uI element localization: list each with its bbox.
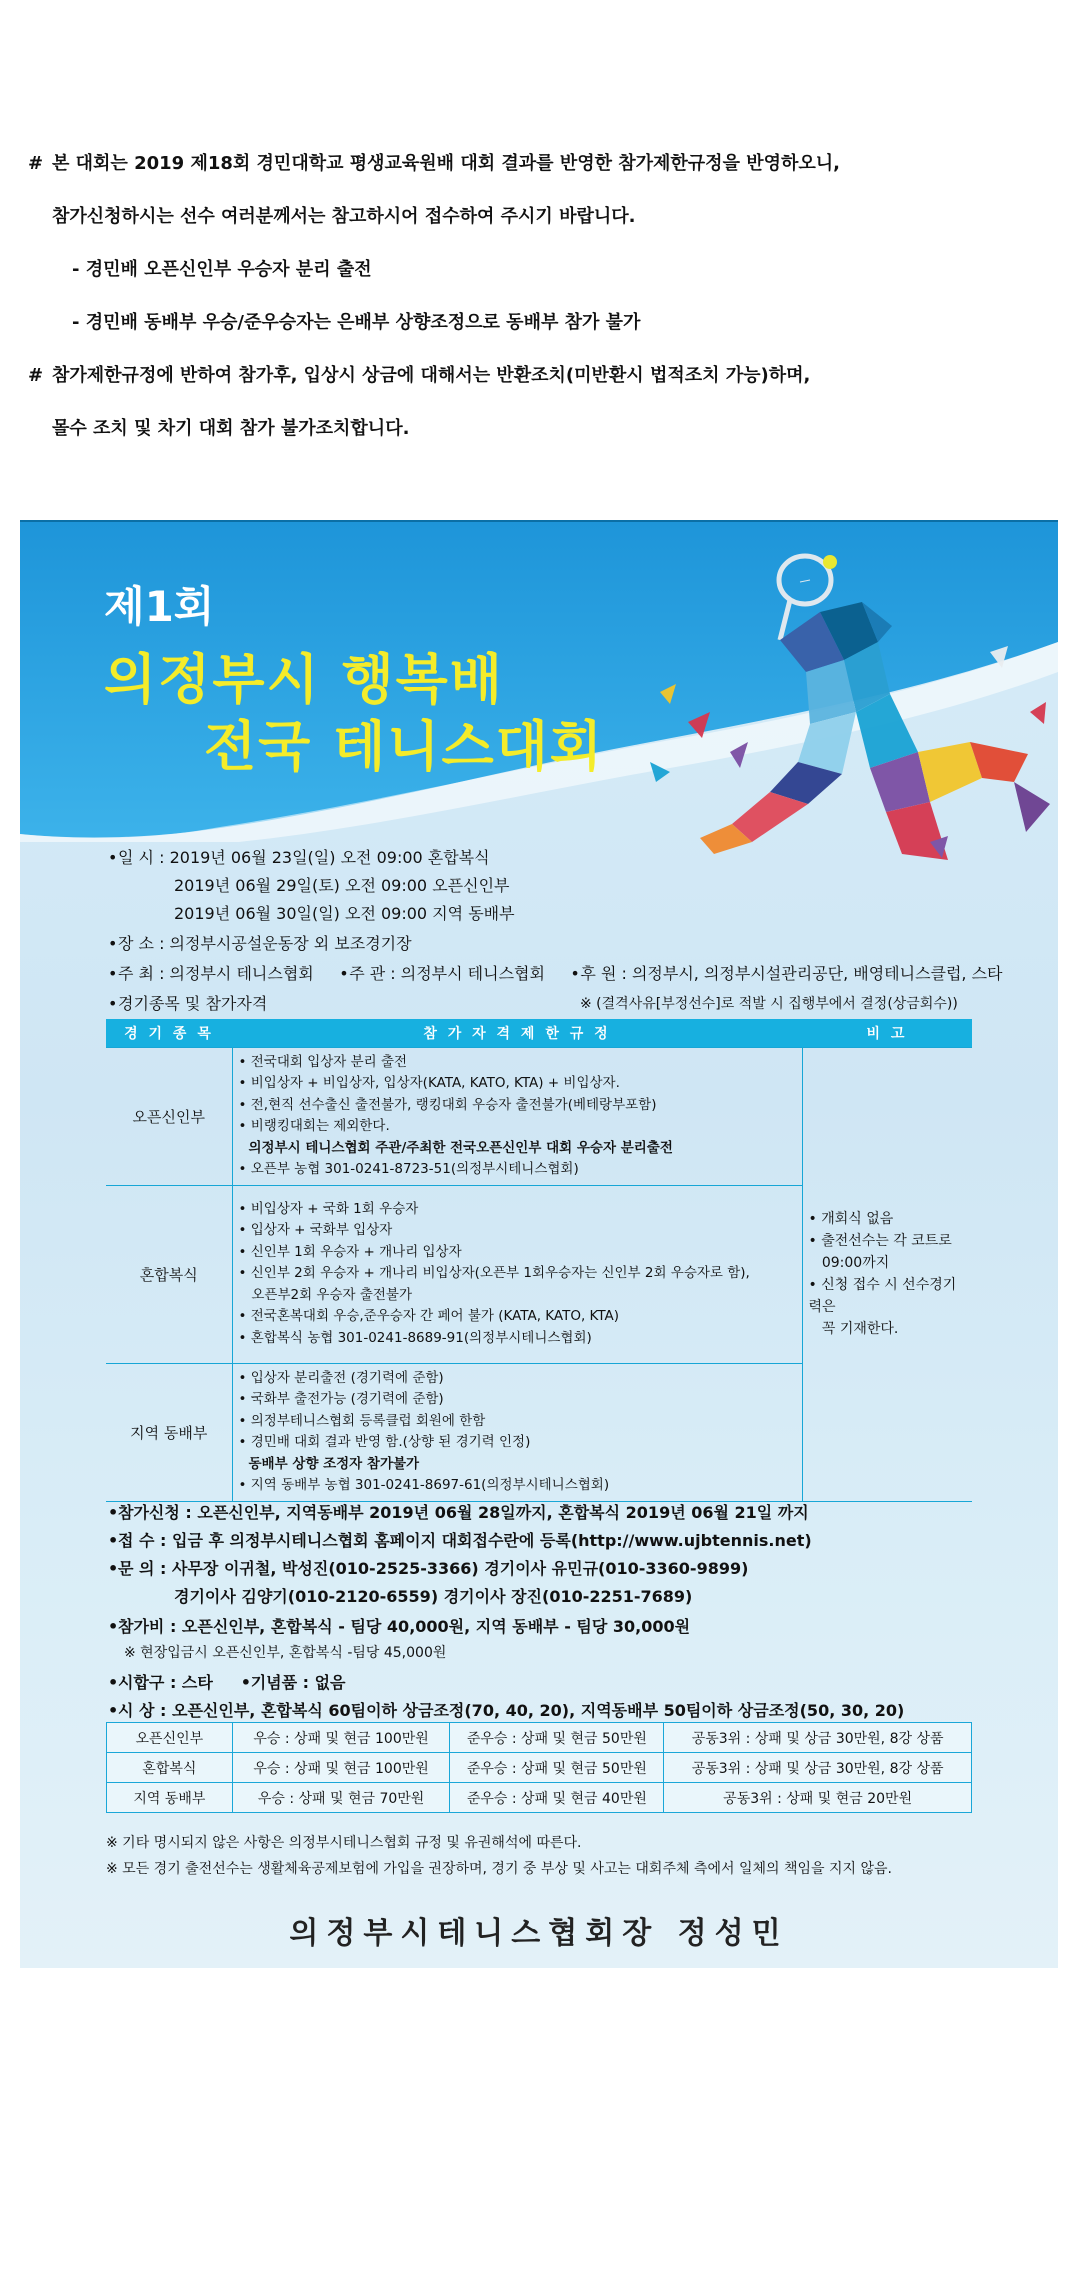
poster-title-round: 제1회 [104, 582, 215, 631]
host-line: •주 최 : 의정부시 테니스협회 •주 관 : 의정부시 테니스협회 •후 원 : 의정부시, 의정부시설관리공단, 배영테니스클럽, 스타 [108, 964, 1003, 983]
entry-fee-note: ※ 현장입금시 오픈신인부, 혼합복식 -팀당 45,000원 [124, 1645, 447, 1661]
table-row: 혼합복식 우승 : 상패 및 현금 100만원 준우승 : 상패 및 현금 50만원 공동3위 : 상패 및 상금 30만원, 8강 상품 [107, 1753, 972, 1783]
remarks-cell: • 개회식 없음 • 출전선수는 각 코트로 09:00까지 • 신청 접수 시 선수경기력은 꼭 기재한다. [802, 1047, 972, 1501]
table-row: 지역 동배부 우승 : 상패 및 현금 70만원 준우승 : 상패 및 현금 40만원 공동3위 : 상패 및 현금 20만원 [107, 1783, 972, 1813]
association-president: 의정부시테니스협회장 정성민 [289, 1916, 789, 1951]
rules-local-bronze: • 입상자 분리출전 (경기력에 준함) • 국화부 출전가능 (경기력에 준함) • 의정부테니스협회 등록클럽 회원에 한함 • 경민배 대회 결과 반영 함.(상향 된 경기력 인정) 동배부 상향 조정자 참가불가 • 지역 동배부 농협 301-0241-8697-61(의정부시테니스협회) [232, 1363, 802, 1501]
qualification-table [106, 1019, 972, 1502]
prize-line: •시 상 : 오픈신인부, 혼합복식 60팀이하 상금조정(70, 40, 20), 지역동배부 50팀이하 상금조정(50, 30, 20) [108, 1701, 905, 1720]
notice-line-1: # 본 대회는 2019 제18회 경민대학교 평생교육원배 대회 결과를 반영한 참가제한규정을 반영하오니, [28, 153, 841, 174]
events-note: ※ (결격사유[부정선수]로 적발 시 집행부에서 결정(상금회수)) [580, 996, 958, 1012]
category-mixed-doubles: 혼합복식 [106, 1185, 232, 1363]
table-row [106, 1047, 972, 1185]
tennis-player-illustration [630, 542, 1058, 902]
footnote-1: ※ 기타 명시되지 않은 사항은 의정부시테니스협회 규정 및 유권해석에 따른다. [106, 1835, 582, 1851]
rules-open-rookie: • 전국대회 입상자 분리 출전 • 비입상자 + 비입상자, 입상자(KATA, KATO, KTA) + 비입상자. • 전,현직 선수출신 출전불가, 랭킹대회 우승자 출전불가(베테랑부포함) • 비랭킹대회는 제외한다. 의정부시 테니스협회 주관/주최한 전국오픈신인부 대회 우승자 분리출전 • 오픈부 농협 301-0241-8723-51(의정부시테니스협회) [232, 1047, 802, 1185]
reception-info: •접 수 : 입금 후 의정부시테니스협회 홈페이지 대회접수란에 등록(http://www.ujbtennis.net) [108, 1531, 812, 1550]
contact-line-2: 경기이사 김양기(010-2120-6559) 경기이사 장진(010-2251-7689) [174, 1587, 693, 1606]
notice [28, 152, 1048, 470]
venue: •장 소 : 의정부시공설운동장 외 보조경기장 [108, 934, 412, 953]
notice-line-6: 몰수 조치 및 차기 대회 참가 불가조치합니다. [52, 418, 410, 439]
contact-line-1: •문 의 : 사무장 이귀철, 박성진(010-2525-3366) 경기이사 유민규(010-3360-9899) [108, 1559, 749, 1578]
qualification-table-header [106, 1019, 972, 1047]
table-row: 오픈신인부 우승 : 상패 및 현금 100만원 준우승 : 상패 및 현금 50만원 공동3위 : 상패 및 상금 30만원, 8강 상품 [107, 1723, 972, 1753]
poster-title-main-1: 의정부시 행복배 [104, 648, 504, 711]
header-rules: 참 가 자 격 제 한 규 정 [232, 1019, 802, 1047]
notice-line-3: - 경민배 오픈신인부 우승자 분리 출전 [72, 259, 372, 280]
category-local-bronze: 지역 동배부 [106, 1363, 232, 1501]
schedule-line-2: 2019년 06월 29일(토) 오전 09:00 오픈신인부 [174, 876, 510, 895]
header-category: 경 기 종 목 [106, 1019, 232, 1047]
footnote-2: ※ 모든 경기 출전선수는 생활체육공제보험에 가입을 권장하며, 경기 중 부상 및 사고는 대회주체 측에서 일체의 책임을 지지 않음. [106, 1861, 893, 1877]
notice-line-5: # 참가제한규정에 반하여 참가후, 입상시 상금에 대해서는 반환조치(미반환시 법적조치 가능)하며, [28, 365, 811, 386]
header-remarks: 비 고 [802, 1019, 972, 1047]
events-label: •경기종목 및 참가자격 [108, 994, 268, 1013]
entry-fee: •참가비 : 오픈신인부, 혼합복식 - 팀당 40,000원, 지역 동배부 - 팀당 30,000원 [108, 1617, 691, 1636]
tournament-poster [20, 520, 1058, 1968]
rules-mixed-doubles: • 비입상자 + 국화 1회 우승자 • 입상자 + 국화부 입상자 • 신인부 1회 우승자 + 개나리 입상자 • 신인부 2회 우승자 + 개나리 비입상자(오픈부 1회우승자는 신인부 2회 우승자로 함), 오픈부2회 우승자 출전불가 • 전국혼복대회 우승,준우승자 간 페어 불가 (KATA, KATO, KTA) • 혼합복식 농협 301-0241-8689-91(의정부시테니스협회) [232, 1185, 802, 1363]
apply-deadline: •참가신청 : 오픈신인부, 지역동배부 2019년 06월 28일까지, 혼합복식 2019년 06월 21일 까지 [108, 1503, 809, 1522]
notice-line-4: - 경민배 동배부 우승/준우승자는 은배부 상향조정으로 동배부 참가 불가 [72, 312, 641, 333]
schedule-line-1: •일 시 : 2019년 06월 23일(일) 오전 09:00 혼합복식 [108, 848, 490, 867]
category-open-rookie: 오픈신인부 [106, 1047, 232, 1185]
notice-line-2: 참가신청하시는 선수 여러분께서는 참고하시어 접수하여 주시기 바랍니다. [52, 206, 636, 227]
ball-and-gift: •시합구 : 스타 •기념품 : 없음 [108, 1673, 346, 1692]
prize-table [106, 1722, 972, 1813]
schedule-line-3: 2019년 06월 30일(일) 오전 09:00 지역 동배부 [174, 904, 515, 923]
poster-title-main-2: 전국 테니스대회 [204, 715, 604, 778]
